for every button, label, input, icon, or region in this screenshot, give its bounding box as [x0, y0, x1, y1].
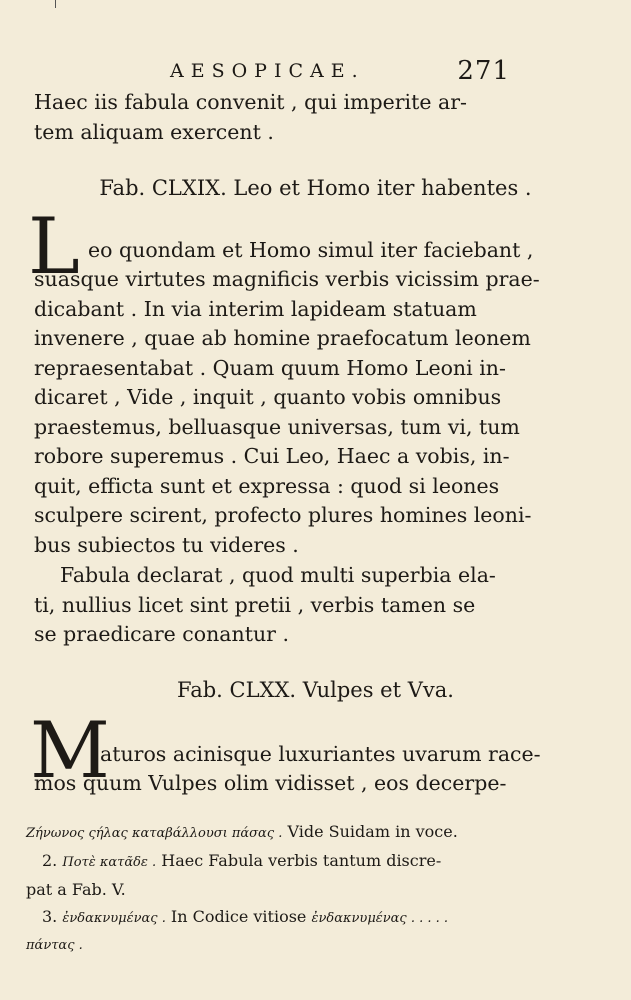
running-title: AESOPICAE.	[170, 60, 365, 82]
page-mark	[55, 0, 56, 8]
text-line: Haec iis fabula convenit , qui imperite ar-	[34, 90, 467, 114]
footnote-greek: ἐνδακνυμένας . . . . .	[311, 911, 449, 926]
text-line: aturos acinisque luxuriantes uvarum race-	[100, 742, 541, 766]
footnote-2	[26, 847, 526, 876]
text-line: suasque virtutes magnificis verbis vicissim prae-	[34, 267, 540, 291]
text-line: Fabula declarat , quod multi superbia ela-	[60, 563, 496, 587]
fable-heading-170: Fab. CLXX. Vulpes et Vva.	[177, 678, 454, 702]
text-line: quit, efficta sunt et expressa : quod si leones	[34, 473, 500, 498]
text-line: tem aliquam exercent .	[34, 119, 274, 144]
text-line: robore superemus . Cui Leo, Haec a vobis, in-	[34, 444, 510, 468]
running-header	[170, 56, 510, 90]
text-line: dicabant . In via interim lapideam statuam	[34, 296, 477, 321]
fable-169-moral	[34, 561, 529, 650]
fable-170-first-line	[100, 740, 541, 770]
text-line: eo quondam et Homo simul iter faciebant ,	[88, 238, 534, 262]
footnote-2-continued: pat a Fab. V.	[26, 880, 126, 899]
footnote-3	[26, 903, 526, 932]
page-number: 271	[457, 56, 510, 86]
footnote-number: 2.	[42, 851, 58, 870]
fable-heading-169: Fab. CLXIX. Leo et Homo iter habentes .	[99, 176, 532, 200]
footnote-greek: ἐνδακνυμένας .	[62, 911, 166, 926]
text-line: sculpere scirent, profecto plures homines leoni-	[34, 503, 532, 527]
footnote-text: Vide Suidam in voce.	[287, 822, 458, 841]
text-line: ti, nullius licet sint pretii , verbis tamen se	[34, 592, 476, 617]
fable-170-body	[34, 769, 529, 799]
text-line: repraesentabat . Quam quum Homo Leoni in-	[34, 355, 506, 380]
footnote-text: Haec Fabula verbis tantum discre-	[161, 851, 442, 870]
fable-169-first-line	[88, 236, 534, 266]
text-line: mos quum Vulpes olim vidisset , eos decerpe-	[34, 771, 507, 795]
text-line: praestemus, belluasque universas, tum vi, tum	[34, 414, 520, 439]
footnote-text: In Codice vitiose	[170, 907, 307, 926]
fable-169-body	[34, 265, 540, 560]
footnote-greek: Ζήνωνος ςήλας καταβάλλουσι πάσας .	[26, 826, 283, 841]
footnote-greek: Ποτὲ κατᾶδε .	[62, 855, 157, 870]
drop-cap-M: M	[30, 706, 110, 796]
drop-cap-L: L	[28, 202, 80, 292]
text-line: invenere , quae ab homine praefocatum leonem	[34, 326, 531, 350]
text-line: se praedicare conantur .	[34, 622, 289, 646]
intro-paragraph	[34, 88, 529, 147]
text-line: bus subiectos tu videres .	[34, 532, 299, 557]
footnotes	[26, 818, 526, 959]
footnote-1	[26, 818, 526, 847]
footnote-3-continued: πάντας .	[26, 938, 83, 953]
text-line: dicaret , Vide , inquit , quanto vobis omnibus	[34, 385, 502, 409]
footnote-number: 3.	[42, 907, 58, 926]
